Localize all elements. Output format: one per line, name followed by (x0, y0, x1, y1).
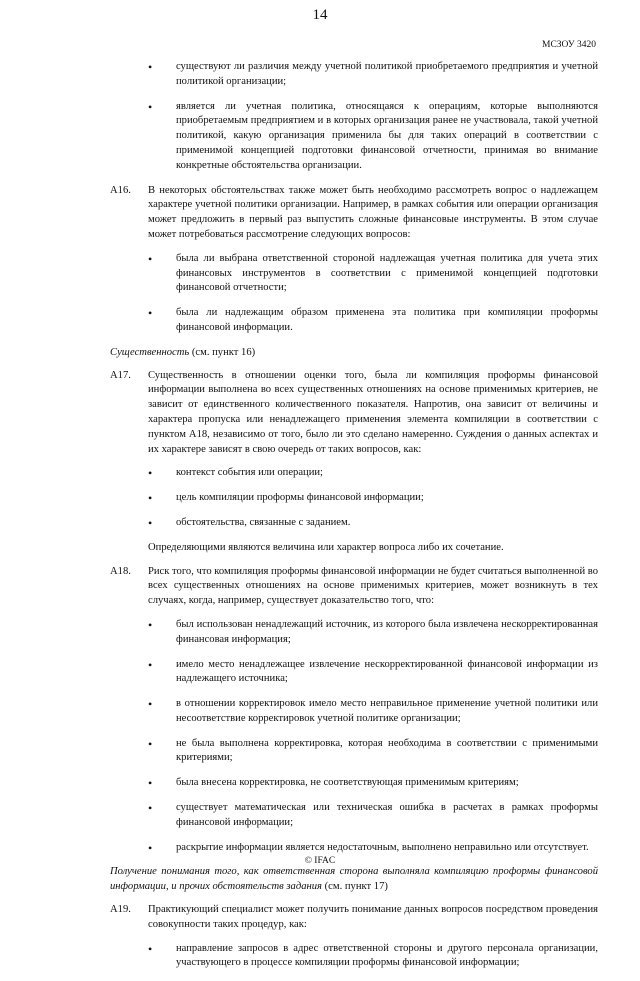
list-item: • существует математическая или техническая ошибка в расчетах в рамках проформы финансовой информации; (148, 801, 598, 831)
paragraph-a19 (110, 903, 598, 971)
list-item: • существуют ли различия между учетной политикой приобретаемого предприятия и учетной политикой организации; (148, 60, 598, 90)
paragraph-a18 (110, 565, 598, 856)
list-item: • раскрытие информации является недостаточным, выполнено неправильно или отсутствует. (148, 841, 598, 856)
bullet-list (148, 942, 598, 972)
section-heading-understanding (110, 865, 598, 895)
paragraph-a16 (110, 184, 598, 336)
list-item: • была внесена корректировка, не соответствующая применимым критериям; (148, 776, 598, 791)
page-content (110, 60, 598, 981)
heading-italic: Существенность (110, 346, 190, 358)
paragraph-number: A17. (110, 369, 131, 381)
section-heading-materiality (110, 346, 598, 361)
paragraph-text: Существенность в отношении оценки того, была ли компиляция проформы финансовой информации выполнена во всех существенных отношениях на основе применимых критериев, не зависит от единственного количественного показателя. Напротив, она зависит от величины и характера пропуска или ненадлежащего применения элемента компиляции в соответствии с пунктом A18, независимо от того, было ли это сделано намеренно. Суждения о данных аспектах и их характере зависят в свою очередь от таких вопросов, как: (148, 369, 598, 455)
bullet-list (148, 618, 598, 856)
list-item: • была ли надлежащим образом применена эта политика при компиляции проформы финансовой информации. (148, 306, 598, 336)
paragraph-number: A19. (110, 904, 131, 916)
list-item: • цель компиляции проформы финансовой информации; (148, 491, 598, 506)
paragraph-text: Практикующий специалист может получить понимание данных вопросов посредством проведения совокупности таких процедур, как: (148, 904, 598, 930)
paragraph-conclusion: Определяющими являются величина или характер вопроса либо их сочетание. (148, 541, 504, 553)
paragraph-number: A18. (110, 565, 131, 577)
list-item: • обстоятельства, связанные с заданием. (148, 516, 598, 531)
bullet-list (148, 466, 598, 530)
list-item: • не была выполнена корректировка, которая необходима в соответствии с применимыми критериями; (148, 737, 598, 767)
list-item: • была ли выбрана ответственной стороной надлежащая учетная политика для учета этих финансовых инструментов в соответствии с применимой концепцией подготовки финансовой отчетности; (148, 252, 598, 296)
page-footer: © IFAC (304, 856, 336, 867)
document-code: МСЗОУ 3420 (542, 40, 596, 50)
list-item: • контекст события или операции; (148, 466, 598, 481)
heading-reference: (см. пункт 17) (321, 881, 388, 893)
paragraph-a17 (110, 369, 598, 556)
paragraph-text: Риск того, что компиляция проформы финансовой информации не будет считаться выполненной во всех существенных отношениях на основе применимых критериев, может возникнуть в тех случаях, когда, например, существует доказательство того, что: (148, 565, 598, 607)
list-item: • направление запросов в адрес ответственной стороны и другого персонала организации, участвующего в процессе компиляции проформы финансовой информации; (148, 942, 598, 972)
bullet-list (148, 252, 598, 336)
paragraph-number: A16. (110, 184, 131, 196)
top-bullet-list (148, 60, 598, 174)
list-item: • имело место ненадлежащее извлечение нескорректированной финансовой информации из надлежащего источника; (148, 658, 598, 688)
list-item: • был использован ненадлежащий источник, из которого была извлечена нескорректированная финансовая информация; (148, 618, 598, 648)
page-number: 14 (312, 7, 328, 23)
heading-italic: Получение понимания того, как ответственная сторона выполняла компиляцию проформы финансовой информации, и прочих обстоятельств задания (110, 866, 598, 893)
paragraph-text: В некоторых обстоятельствах также может быть необходимо рассмотреть вопрос о надлежащем характере учетной политики организации. Например, в рамках события или операции организация может предложить в первый раз выпустить сложные финансовые инструменты. В этом случае может потребоваться рассмотрение следующих вопросов: (148, 184, 598, 240)
list-item: • в отношении корректировок имело место неправильное применение учетной политики или несоответствие корректировок учетной политике организации; (148, 697, 598, 727)
heading-reference: (см. пункт 16) (189, 346, 256, 358)
list-item: • является ли учетная политика, относящаяся к операциям, которые выполняются приобретаемым предприятием и в которых организация ранее не участвовала, такой учетной политикой, какую организация применила бы для таких операций в соответствии с применимой концепцией подготовки финансовой отчетности, принимая во внимание конкретные обстоятельства организации. (148, 100, 598, 174)
